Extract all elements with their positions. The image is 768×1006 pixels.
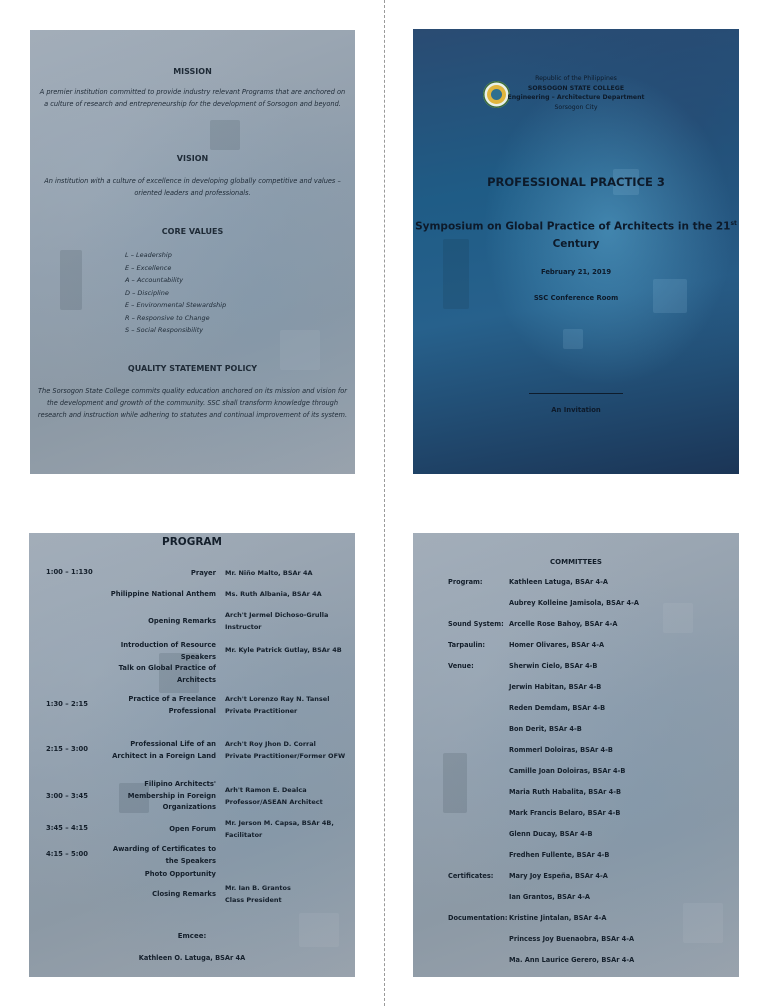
speaker-line: Arch't Roy Jhon D. Corral	[225, 740, 316, 748]
committees-title: COMMITTEES	[550, 558, 602, 566]
institution-header	[413, 74, 739, 112]
mission-text: A premier institution committed to provide industry relevant Programs that are anchored on a culture of research and entrepreneurship for the development of Sorsogon and beyond.	[39, 88, 346, 108]
activity-line: Professional	[168, 706, 216, 715]
committee-member: Maria Ruth Habalita, BSAr 4-B	[509, 788, 622, 796]
mission-heading: MISSION	[173, 67, 212, 76]
activity-line: Introduction of Resource	[120, 641, 216, 649]
activity-line: Philippine National Anthem	[110, 590, 216, 598]
program-activity	[106, 616, 216, 628]
committee-member: Mary Joy Espeña, BSAr 4-A	[509, 872, 608, 880]
symposium-title	[413, 215, 739, 253]
core-value-item: L – Leadership	[125, 251, 172, 259]
symposium-title-line2: Century	[552, 237, 600, 250]
program-time: 3:00 – 3:45	[46, 792, 88, 800]
core-values-heading: CORE VALUES	[161, 227, 224, 236]
program-speaker	[225, 818, 353, 841]
committee-row	[413, 746, 739, 758]
program-panel	[29, 533, 355, 977]
program-time: 3:45 – 4:15	[46, 824, 88, 832]
speaker-line: Mr. Ian B. Grantos	[225, 884, 291, 892]
program-activity	[106, 889, 216, 901]
speaker-line: Arh't Ramon E. Dealca	[225, 786, 307, 794]
committee-member: Sherwin Cielo, BSAr 4-B	[509, 662, 598, 670]
committee-member: Ma. Ann Laurice Gerero, BSAr 4-A	[509, 956, 635, 964]
committee-label: Tarpaulin:	[448, 641, 486, 649]
event-venue: SSC Conference Room	[533, 294, 619, 302]
activity-line: Organizations	[162, 803, 216, 811]
mission-panel	[30, 30, 355, 474]
program-activity	[106, 844, 216, 867]
program-speaker	[225, 589, 353, 601]
speaker-line: Class President	[225, 895, 282, 904]
program-speaker	[225, 694, 353, 717]
activity-line: Membership in Foreign	[127, 791, 216, 800]
committees-panel	[413, 533, 739, 977]
activity-line: Awarding of Certificates to	[112, 845, 216, 853]
committee-member: Homer Olivares, BSAr 4-A	[509, 641, 605, 649]
program-activity	[86, 739, 216, 762]
committee-member: Bon Derit, BSAr 4-B	[509, 725, 582, 733]
activity-line: Photo Opportunity	[144, 870, 216, 878]
program-speaker	[225, 645, 353, 657]
committee-member: Fredhen Fullente, BSAr 4-B	[509, 851, 610, 859]
committee-member: Kristine Jintalan, BSAr 4-A	[509, 914, 607, 922]
program-activity	[76, 589, 216, 601]
speaker-line: Instructor	[225, 622, 262, 631]
fold-line	[384, 0, 385, 1006]
speaker-line: Professor/ASEAN Architect	[225, 797, 323, 806]
speaker-line: Mr. Kyle Patrick Gutlay, BSAr 4B	[225, 646, 342, 654]
vision-text: An institution with a culture of excellence in developing globally competitive and values – oriented leaders and professionals.	[44, 177, 341, 197]
core-value-item: D – Discipline	[125, 288, 169, 297]
committee-row	[413, 914, 739, 926]
activity-line: Speakers	[180, 652, 216, 661]
core-value-item: R – Responsive to Change	[125, 313, 210, 322]
program-activity	[106, 568, 216, 580]
program-time: 2:15 – 3:00	[46, 745, 88, 753]
core-value-item: E – Environmental Stewardship	[125, 301, 227, 309]
header-line: Engineering – Architecture Department	[507, 94, 645, 101]
emcee-label: Emcee:	[177, 932, 207, 940]
committee-member: Jerwin Habitan, BSAr 4-B	[509, 683, 602, 691]
committee-row	[413, 788, 739, 800]
speaker-line: Facilitator	[225, 830, 263, 839]
core-value-item: S – Social Responsibility	[125, 326, 204, 334]
program-speaker	[225, 739, 353, 762]
committee-row	[413, 851, 739, 863]
committee-member: Reden Demdam, BSAr 4-B	[509, 704, 606, 712]
committee-member: Aubrey Kolleine Jamisola, BSAr 4-A	[509, 599, 639, 607]
committee-row	[413, 872, 739, 884]
committee-row	[413, 935, 739, 947]
event-date: February 21, 2019	[540, 268, 612, 276]
program-activity	[106, 869, 216, 881]
committee-row	[413, 599, 739, 611]
program-speaker	[225, 610, 353, 633]
committee-row	[413, 725, 739, 737]
committee-member: Arcelle Rose Bahoy, BSAr 4-A	[509, 620, 618, 628]
speaker-line: Mr. Jerson M. Capsa, BSAr 4B,	[225, 819, 334, 827]
program-activity	[106, 779, 216, 814]
decor-shape	[60, 250, 82, 310]
vision-heading: VISION	[176, 154, 209, 163]
committee-label: Program:	[448, 578, 483, 586]
activity-line: Closing Remarks	[152, 890, 216, 898]
committee-row	[413, 683, 739, 695]
committee-row	[413, 641, 739, 653]
program-speaker	[225, 883, 353, 906]
emcee-name: Kathleen O. Latuga, BSAr 4A	[138, 954, 246, 962]
program-activity	[106, 663, 216, 686]
program-activity	[106, 694, 216, 717]
committee-row	[413, 893, 739, 905]
speaker-line: Mr. Niño Malto, BSAr 4A	[225, 569, 313, 577]
cover-panel	[413, 29, 739, 474]
symposium-title-sup: st	[730, 220, 737, 227]
activity-line: Professional Life of an	[130, 740, 216, 748]
activity-line: Practice of a Freelance	[128, 695, 216, 703]
program-activity	[106, 640, 216, 663]
program-speaker	[225, 785, 353, 808]
committee-member: Glenn Ducay, BSAr 4-B	[509, 830, 593, 838]
committee-row	[413, 809, 739, 821]
header-line: SORSOGON STATE COLLEGE	[527, 84, 625, 92]
activity-line: Architect in a Foreign Land	[112, 751, 216, 760]
activity-line: Filipino Architects'	[144, 780, 216, 788]
activity-line: the Speakers	[165, 856, 216, 865]
committee-label: Documentation:	[448, 914, 508, 922]
committee-label: Certificates:	[448, 872, 494, 880]
committee-row	[413, 578, 739, 590]
committee-member: Kathleen Latuga, BSAr 4-A	[509, 578, 608, 586]
activity-line: Open Forum	[169, 825, 216, 833]
symposium-title-line1: Symposium on Global Practice of Architects in the 21	[415, 220, 731, 233]
committee-member: Ian Grantos, BSAr 4-A	[509, 893, 590, 901]
speaker-line: Ms. Ruth Albania, BSAr 4A	[225, 590, 322, 598]
program-title: PROGRAM	[162, 536, 222, 548]
committee-row	[413, 956, 739, 968]
committee-member: Princess Joy Buenaobra, BSAr 4-A	[509, 935, 635, 943]
committee-row	[413, 830, 739, 842]
committee-member: Mark Francis Belaro, BSAr 4-B	[509, 809, 621, 817]
core-value-item: A – Accountability	[125, 276, 184, 284]
committee-member: Camille Joan Doloiras, BSAr 4-B	[509, 767, 626, 775]
divider	[529, 393, 623, 394]
header-line: Sorsogon City	[554, 103, 598, 111]
course-title: PROFESSIONAL PRACTICE 3	[487, 175, 665, 189]
decor-shape	[299, 913, 339, 947]
speaker-line: Private Practitioner/Former OFW	[225, 751, 346, 760]
committee-row	[413, 767, 739, 779]
committee-label: Sound System:	[448, 620, 504, 628]
invitation-label: An Invitation	[551, 406, 601, 414]
program-time: 4:15 – 5:00	[46, 850, 88, 858]
speaker-line: Arch't Lorenzo Ray N. Tansel	[225, 695, 330, 703]
committee-row	[413, 704, 739, 716]
speaker-line: Arch't Jermel Dichoso-Grulla	[225, 611, 329, 619]
core-value-item: E – Excellence	[125, 263, 172, 272]
program-activity	[106, 824, 216, 836]
program-time: 1:30 – 2:15	[46, 700, 88, 708]
committee-row	[413, 662, 739, 674]
decor-shape	[443, 753, 467, 813]
committee-row	[413, 620, 739, 632]
quality-heading: QUALITY STATEMENT POLICY	[127, 364, 258, 373]
decor-shape	[563, 329, 583, 349]
committee-member: Rommerl Doloiras, BSAr 4-B	[509, 746, 613, 754]
committee-label: Venue:	[448, 662, 474, 670]
activity-line: Talk on Global Practice of	[118, 664, 216, 672]
decor-shape	[210, 120, 240, 150]
program-speaker	[225, 568, 353, 580]
activity-line: Opening Remarks	[148, 617, 216, 625]
activity-line: Architects	[177, 675, 216, 684]
program-time: 1:00 – 1:130	[46, 568, 93, 576]
header-line: Republic of the Philippines	[535, 75, 617, 82]
quality-text: The Sorsogon State College commits quality education anchored on its mission and vision for the development and growth of the community. SSC shall transform knowledge through research and instruction while adhering to statutes and continual improvement of its system.	[37, 387, 348, 419]
activity-line: Prayer	[190, 569, 216, 577]
speaker-line: Private Practitioner	[225, 706, 298, 715]
core-values-list	[125, 249, 226, 337]
